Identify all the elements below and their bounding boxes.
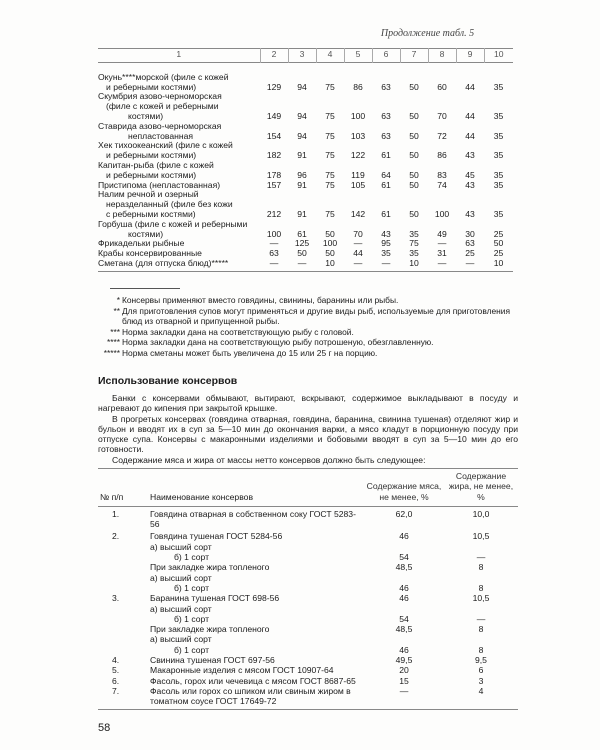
meat-content: 46 bbox=[399, 593, 409, 604]
footnote-text: Консервы применяют вместо говядины, свинины, баранины или рыбы. bbox=[122, 295, 399, 305]
cell-value: 50 bbox=[325, 228, 335, 239]
section-title: Использование консервов bbox=[98, 375, 238, 387]
footnote-text: блюд из отварной и припущенной рыбы. bbox=[122, 316, 280, 326]
cell-value: 10 bbox=[400, 259, 428, 271]
row-name: Фрикадельки рыбные bbox=[98, 238, 185, 249]
cell-value: — bbox=[428, 259, 456, 271]
footnote-mark: * bbox=[116, 295, 120, 305]
cell-value: 64 bbox=[381, 169, 391, 180]
cell-value: 61 bbox=[381, 208, 391, 219]
cell-value: 83 bbox=[437, 169, 447, 180]
table-row bbox=[98, 655, 518, 665]
cell-value bbox=[484, 62, 513, 73]
row-number bbox=[98, 552, 150, 562]
row-name: а) высший сорт bbox=[150, 572, 212, 583]
fat-content: 8 bbox=[478, 624, 484, 635]
cell-value: 75 bbox=[325, 208, 335, 219]
cell-value: 10 bbox=[316, 259, 344, 271]
cell-value: 95 bbox=[381, 238, 391, 249]
cell-value: 63 bbox=[465, 238, 475, 249]
row-name: Говядина тушеная ГОСТ 5284-56 bbox=[150, 531, 283, 542]
row-number bbox=[98, 573, 150, 583]
cell-value: 10 bbox=[484, 259, 513, 271]
cell-value: 44 bbox=[465, 110, 475, 121]
fat-content: 4 bbox=[444, 686, 518, 709]
meat-content: 54 bbox=[399, 552, 409, 563]
cell-value: 142 bbox=[350, 208, 366, 219]
column-header-meat: Содержание мяса, не менее, % bbox=[366, 481, 442, 502]
cell-value: 35 bbox=[493, 110, 504, 121]
cell-value bbox=[372, 190, 400, 200]
cell-value: 129 bbox=[266, 81, 282, 92]
cell-value: 35 bbox=[493, 169, 504, 180]
cell-value: 45 bbox=[465, 169, 475, 180]
table-row bbox=[98, 604, 518, 614]
paragraph: Содержание мяса и жира от массы нетто консервов должно быть следующее: bbox=[112, 454, 426, 465]
row-name: Окунь****морской (филе с кожей bbox=[98, 71, 229, 82]
fat-content: — bbox=[476, 552, 486, 563]
cell-value: 50 bbox=[493, 238, 504, 249]
cell-value bbox=[372, 62, 400, 73]
cell-value: — bbox=[437, 238, 447, 249]
cell-value bbox=[484, 190, 513, 200]
row-name: Скумбрия азово-черноморская bbox=[98, 91, 222, 102]
cell-value: 75 bbox=[325, 130, 335, 141]
column-header-name: Наименование консервов bbox=[150, 491, 254, 502]
cell-value bbox=[344, 92, 372, 102]
table-row bbox=[98, 542, 518, 552]
footnote-mark: ** bbox=[113, 305, 120, 316]
row-number: 3. bbox=[112, 593, 120, 604]
row-name: костями) bbox=[128, 110, 164, 121]
cell-value: 60 bbox=[437, 81, 447, 92]
row-name: Баранина тушеная ГОСТ 698-56 bbox=[150, 593, 280, 604]
cell-value bbox=[456, 62, 484, 73]
table-row bbox=[98, 583, 518, 593]
row-name: (филе с кожей и реберными bbox=[106, 101, 219, 112]
column-header: 5 bbox=[344, 49, 372, 63]
meat-content: 48,5 bbox=[395, 562, 413, 573]
table-row bbox=[98, 573, 518, 583]
cell-value bbox=[400, 62, 428, 73]
cell-value: 44 bbox=[465, 81, 475, 92]
table-header-row bbox=[98, 469, 518, 507]
footnote-text: Норма закладки дана на соответствующую рыбу потрошеную, обезглавленную. bbox=[122, 337, 434, 347]
footnote-mark: ***** bbox=[103, 347, 120, 358]
cell-value: 63 bbox=[381, 130, 391, 141]
cell-value: — bbox=[353, 238, 363, 249]
cell-value: 75 bbox=[325, 150, 335, 161]
cell-value bbox=[344, 190, 372, 200]
table-row bbox=[98, 676, 518, 686]
cell-value: — bbox=[269, 238, 279, 249]
cell-value: 50 bbox=[409, 130, 419, 141]
cell-value: 75 bbox=[325, 81, 335, 92]
table-row bbox=[98, 259, 513, 271]
cell-value: 75 bbox=[325, 169, 335, 180]
cell-value: 100 bbox=[322, 238, 338, 249]
table-row bbox=[98, 506, 518, 529]
meat-content bbox=[364, 604, 444, 614]
cell-value: 178 bbox=[266, 169, 282, 180]
cell-value: 103 bbox=[350, 130, 366, 141]
table-row bbox=[98, 562, 518, 572]
paragraph: В прогретых консервах (говядина отварная, говядина, баранина, свинина тушеная) отделяют жир и бульон и вводят их в суп за 5—10 мин до окончания варки, а мясо кладут в порционную посуду при отпуске супа. Консервы с макаронными изделиями и бобовыми вводят в суп за 5—10 мин до его готовности. bbox=[98, 413, 518, 455]
row-name: Сметана (для отпуска блюд)***** bbox=[98, 259, 260, 271]
cell-value bbox=[344, 62, 372, 73]
footnote-mark: *** bbox=[110, 326, 120, 337]
row-number bbox=[98, 614, 150, 624]
fat-content bbox=[444, 542, 518, 552]
table-row bbox=[98, 624, 518, 634]
fat-content: — bbox=[476, 613, 486, 624]
footnote bbox=[98, 337, 518, 348]
cell-value: 30 bbox=[465, 228, 475, 239]
cell-value: 43 bbox=[381, 228, 391, 239]
row-name: Пристипома (непластованная) bbox=[98, 179, 221, 190]
footnote-mark: **** bbox=[106, 337, 120, 347]
cell-value: 75 bbox=[325, 110, 335, 121]
cell-value: 43 bbox=[465, 150, 475, 161]
row-number: 5. bbox=[112, 665, 120, 676]
column-header: 8 bbox=[428, 49, 456, 63]
cell-value: 94 bbox=[297, 130, 307, 141]
meat-content: 15 bbox=[399, 675, 409, 686]
column-header: 7 bbox=[400, 49, 428, 63]
row-name: с реберными костями) bbox=[106, 208, 196, 219]
row-name: Фасоль, горох или чечевица с мясом ГОСТ 8687-65 bbox=[150, 675, 356, 686]
cell-value: 43 bbox=[465, 179, 475, 190]
column-header: 6 bbox=[372, 49, 400, 63]
cell-value: 63 bbox=[381, 110, 391, 121]
row-name: б) 1 сорт bbox=[174, 552, 210, 563]
row-name: б) 1 сорт bbox=[174, 582, 210, 593]
cell-value bbox=[400, 92, 428, 102]
row-name: б) 1 сорт bbox=[174, 613, 210, 624]
cell-value: 50 bbox=[325, 248, 335, 259]
cell-value bbox=[260, 62, 288, 73]
fat-content: 3 bbox=[478, 675, 484, 686]
cell-value: 43 bbox=[465, 208, 475, 219]
cell-value bbox=[456, 92, 484, 102]
cell-value: — bbox=[372, 259, 400, 271]
row-name: Макаронные изделия с мясом ГОСТ 10907-64 bbox=[150, 665, 334, 676]
row-name: костями) bbox=[128, 228, 164, 239]
section-body bbox=[98, 393, 518, 465]
column-header-fat: Содержание жира, не менее, % bbox=[448, 471, 514, 502]
cell-value: — bbox=[260, 259, 288, 271]
cell-value: 100 bbox=[350, 110, 366, 121]
fat-content: 6 bbox=[478, 665, 484, 676]
cell-value: 31 bbox=[437, 248, 447, 259]
row-number: 7. bbox=[98, 686, 150, 709]
cell-value: 50 bbox=[297, 248, 307, 259]
cell-value: 91 bbox=[297, 208, 307, 219]
cell-value: 50 bbox=[409, 179, 419, 190]
cell-value: 100 bbox=[266, 228, 282, 239]
meat-content: 46 bbox=[399, 644, 409, 655]
cell-value: 35 bbox=[493, 150, 504, 161]
cell-value: — bbox=[344, 259, 372, 271]
cell-value: 25 bbox=[465, 248, 475, 259]
fat-content bbox=[444, 604, 518, 614]
row-name: Фасоль или горох со шпиком или свиным жиром в томатном соусе ГОСТ 17649-72 bbox=[150, 686, 364, 709]
row-number bbox=[98, 634, 150, 644]
cell-value: 75 bbox=[409, 238, 419, 249]
meat-content: 49,5 bbox=[395, 655, 413, 666]
cell-value bbox=[288, 92, 316, 102]
cell-value: 50 bbox=[409, 150, 419, 161]
row-name: б) 1 сорт bbox=[174, 644, 210, 655]
cell-value: 50 bbox=[409, 110, 419, 121]
cell-value: 61 bbox=[381, 150, 391, 161]
cell-value: 94 bbox=[297, 81, 307, 92]
row-name: а) высший сорт bbox=[150, 603, 212, 614]
row-name: Горбуша (филе с кожей и реберными bbox=[98, 218, 248, 229]
row-name: Хек тихоокеанский (филе с кожей bbox=[98, 140, 233, 151]
fat-content: 10,5 bbox=[472, 593, 490, 604]
cell-value: 157 bbox=[266, 179, 282, 190]
row-number bbox=[98, 562, 150, 572]
row-name: а) высший сорт bbox=[150, 541, 212, 552]
fat-content: 8 bbox=[478, 582, 484, 593]
row-name: неразделанный (филе без кожи bbox=[106, 199, 233, 210]
meat-content: 46 bbox=[399, 531, 409, 542]
table-caption: Продолжение табл. 5 bbox=[380, 28, 475, 39]
cell-value: 35 bbox=[493, 130, 504, 141]
row-name: Налим речной и озерный bbox=[98, 189, 199, 200]
cell-value: 182 bbox=[266, 150, 282, 161]
footnote bbox=[98, 327, 518, 338]
footnote-text: Норма закладки дана на соответствующую рыбу с головой. bbox=[122, 326, 354, 337]
cell-value: 25 bbox=[493, 248, 504, 259]
table-row bbox=[98, 645, 518, 655]
cell-value bbox=[484, 92, 513, 102]
row-number: 6. bbox=[112, 675, 120, 686]
cell-value: 91 bbox=[297, 150, 307, 161]
footnote bbox=[98, 348, 518, 359]
row-name: и реберными костями) bbox=[106, 81, 197, 92]
cell-value: 50 bbox=[409, 208, 419, 219]
table-row bbox=[98, 634, 518, 644]
table-row bbox=[98, 529, 518, 541]
row-name: Капитан-рыба (филе с кожей bbox=[98, 159, 214, 170]
cell-value bbox=[372, 92, 400, 102]
column-header: 3 bbox=[288, 49, 316, 63]
cell-value bbox=[316, 62, 344, 73]
cell-value: 25 bbox=[493, 228, 504, 239]
page-number: 58 bbox=[98, 722, 111, 734]
row-number: 4. bbox=[112, 655, 120, 666]
cell-value: 70 bbox=[437, 110, 447, 121]
cell-value bbox=[260, 190, 288, 200]
fat-content: 8 bbox=[478, 562, 484, 573]
footnote bbox=[98, 316, 518, 327]
row-number bbox=[98, 645, 150, 655]
cell-value: 96 bbox=[297, 169, 307, 180]
cell-value: 49 bbox=[437, 228, 447, 239]
cell-value: 35 bbox=[409, 248, 419, 259]
cell-value: 86 bbox=[437, 150, 447, 161]
cell-value bbox=[428, 190, 456, 200]
footnote-divider bbox=[110, 288, 180, 289]
cell-value: 63 bbox=[381, 81, 391, 92]
cell-value: 35 bbox=[493, 179, 504, 190]
meat-content bbox=[364, 542, 444, 552]
table-row bbox=[98, 552, 518, 562]
cell-value: 75 bbox=[325, 179, 335, 190]
cell-value bbox=[428, 92, 456, 102]
meat-content: — bbox=[364, 686, 444, 709]
row-number bbox=[98, 604, 150, 614]
cell-value: 35 bbox=[381, 248, 391, 259]
column-header: 1 bbox=[176, 49, 182, 59]
column-header: 4 bbox=[316, 49, 344, 63]
cell-value: 91 bbox=[297, 179, 307, 190]
footnote bbox=[98, 295, 518, 306]
meat-content bbox=[364, 634, 444, 644]
cell-value bbox=[316, 190, 344, 200]
canned-content-table bbox=[98, 468, 518, 710]
table-row bbox=[98, 686, 518, 709]
cell-value bbox=[456, 190, 484, 200]
row-number: 1. bbox=[112, 508, 120, 519]
fat-content: 10,0 bbox=[472, 508, 490, 519]
footnote-text: Для приготовления супов могут применяться и другие виды рыб, используемые для приготовления bbox=[122, 305, 510, 316]
footnotes bbox=[98, 295, 518, 358]
cell-value: 74 bbox=[437, 179, 447, 190]
row-name: и реберными костями) bbox=[106, 169, 197, 180]
fat-content: 8 bbox=[478, 644, 484, 655]
cell-value: 61 bbox=[297, 228, 307, 239]
cell-value: — bbox=[288, 259, 316, 271]
footnote-text: Норма сметаны может быть увеличена до 15 или 25 г на порцию. bbox=[122, 347, 378, 358]
cell-value: 70 bbox=[353, 228, 363, 239]
table-row bbox=[98, 593, 518, 603]
cell-value: 86 bbox=[353, 81, 363, 92]
row-number: 2. bbox=[112, 531, 120, 542]
meat-content: 20 bbox=[399, 665, 409, 676]
column-header-no: № п/п bbox=[100, 491, 124, 502]
table-row bbox=[98, 614, 518, 624]
cell-value bbox=[316, 92, 344, 102]
meat-content: 48,5 bbox=[395, 624, 413, 635]
row-name: При закладке жира топленого bbox=[150, 562, 270, 573]
cell-value bbox=[428, 62, 456, 73]
table-row bbox=[98, 665, 518, 675]
cell-value bbox=[400, 190, 428, 200]
cell-value: 50 bbox=[409, 169, 419, 180]
cell-value: 72 bbox=[437, 130, 447, 141]
row-name: Ставрида азово-черноморская bbox=[98, 120, 222, 131]
fat-content: 9,5 bbox=[475, 655, 487, 666]
meat-content: 46 bbox=[399, 582, 409, 593]
cell-value: 44 bbox=[465, 130, 475, 141]
cell-value: 50 bbox=[409, 81, 419, 92]
row-name: Крабы консервированные bbox=[98, 248, 202, 259]
column-header: 9 bbox=[456, 49, 484, 63]
cell-value bbox=[288, 190, 316, 200]
row-name: Свинина тушеная ГОСТ 697-56 bbox=[150, 655, 275, 666]
cell-value: 44 bbox=[353, 248, 363, 259]
row-name: а) высший сорт bbox=[150, 634, 212, 645]
cell-value: 35 bbox=[493, 208, 504, 219]
cell-value: 94 bbox=[297, 110, 307, 121]
fat-content: 10,5 bbox=[472, 531, 490, 542]
cell-value bbox=[260, 92, 288, 102]
meat-content: 62,0 bbox=[395, 508, 413, 519]
cell-value: 149 bbox=[266, 110, 282, 121]
cell-value: 61 bbox=[381, 179, 391, 190]
meat-content bbox=[364, 573, 444, 583]
row-name: При закладке жира топленого bbox=[150, 624, 270, 635]
cell-value: 119 bbox=[351, 169, 365, 180]
cell-value: 154 bbox=[266, 130, 282, 141]
row-name: Говядина отварная в собственном соку ГОСТ 5283-56 bbox=[150, 508, 356, 530]
cell-value: 35 bbox=[493, 81, 504, 92]
row-number bbox=[98, 583, 150, 593]
cell-value: 35 bbox=[409, 228, 419, 239]
meat-content: 54 bbox=[399, 613, 409, 624]
fat-content bbox=[444, 573, 518, 583]
cell-value: 100 bbox=[434, 208, 450, 219]
table-header-row bbox=[98, 49, 513, 63]
cell-value bbox=[288, 62, 316, 73]
column-header: 10 bbox=[484, 49, 513, 63]
cell-value: 63 bbox=[269, 248, 279, 259]
fat-content bbox=[444, 634, 518, 644]
row-number bbox=[98, 624, 150, 634]
column-header: 2 bbox=[260, 49, 288, 63]
cell-value: 105 bbox=[350, 179, 366, 190]
row-name: непластованная bbox=[128, 130, 194, 141]
row-name: и реберными костями) bbox=[106, 150, 197, 161]
row-number bbox=[98, 542, 150, 552]
cell-value: 125 bbox=[294, 238, 310, 249]
fish-norms-table bbox=[98, 48, 513, 272]
cell-value: 122 bbox=[350, 150, 366, 161]
cell-value: 212 bbox=[266, 208, 282, 219]
paragraph: Банки с консервами обмывают, вытирают, вскрывают, содержимое выкладывают в посуду и нагревают до кипения при закрытой крышке. bbox=[98, 393, 518, 414]
footnote bbox=[98, 306, 518, 317]
cell-value: — bbox=[456, 259, 484, 271]
